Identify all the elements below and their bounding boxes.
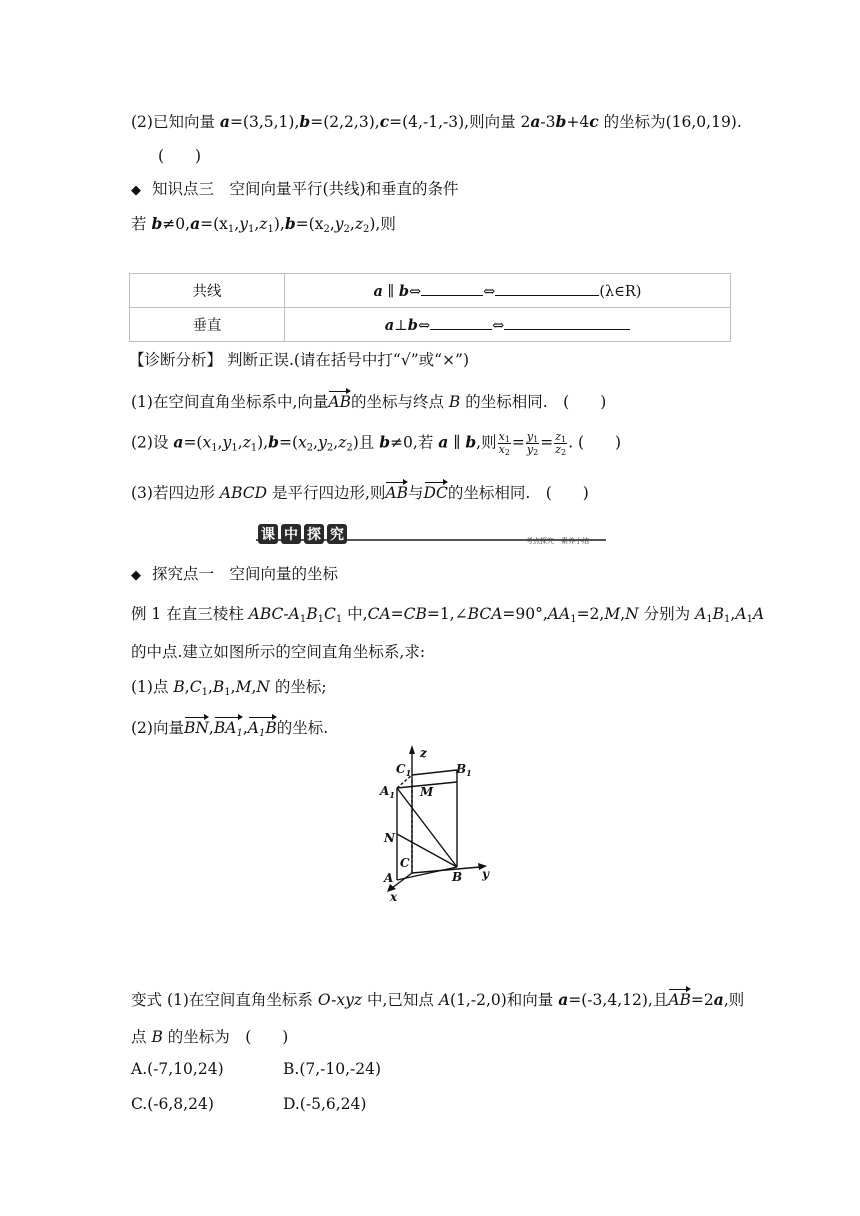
label-m: M <box>420 785 434 799</box>
fill-blank[interactable] <box>421 281 483 296</box>
table-cell-condition: a⊥b⇔ ⇔ <box>285 308 731 342</box>
banner-subtitle: 考点探究 素养小结 <box>526 537 589 545</box>
label-x: x <box>390 890 398 904</box>
diagnostic-item-3: (3)若四边形 ABCD 是平行四边形,则AB与DC的坐标相同. ( ) <box>131 481 589 503</box>
label-b: B <box>452 870 463 884</box>
example-1-question-2: (2)向量$BN,BA_1,A_1B$的坐标. <box>131 716 328 738</box>
label-y: y <box>482 867 489 881</box>
prism-figure <box>370 745 500 905</box>
banner-char: 究 <box>330 527 344 543</box>
label-c1: $C_1$ <box>396 762 412 778</box>
example-1-line-2: 的中点.建立如图所示的空间直角坐标系,求: <box>131 643 426 661</box>
banner-char: 探 <box>307 527 321 543</box>
fill-blank[interactable] <box>495 281 599 296</box>
example-1-question-1: (1)点 $B,C_1,B_1,M,N$ 的坐标; <box>131 678 327 698</box>
option-d[interactable]: D.(-5,6,24) <box>283 1095 367 1113</box>
fill-blank[interactable] <box>430 315 492 330</box>
table-cell-condition: a ∥ b⇔ ⇔ (λ∈R) <box>285 274 731 308</box>
label-a: A <box>384 871 394 885</box>
banner-char: 中 <box>284 527 298 543</box>
table-cell-label: 垂直 <box>130 308 285 342</box>
condition-line: 若 $b\ne 0,a=(x_1,y_1,z_1),b=(x_2,y_2,z_2)$,则 <box>131 214 396 235</box>
table-row-perpendicular <box>130 308 731 342</box>
label-c: C <box>400 856 410 870</box>
fill-blank[interactable] <box>504 315 630 330</box>
label-z: z <box>420 746 427 760</box>
knowledge-point-3-heading: ◆ 知识点三 空间向量平行(共线)和垂直的条件 <box>131 180 459 198</box>
condition-table <box>129 273 731 342</box>
section-banner <box>256 522 606 548</box>
option-b[interactable]: B.(7,-10,-24) <box>283 1060 382 1078</box>
banner-char: 课 <box>261 527 275 543</box>
table-cell-label: 共线 <box>130 274 285 308</box>
variation-line-2: 点 B 的坐标为 ( ) <box>131 1028 289 1046</box>
diagnostic-heading: 【诊断分析】 判断正误.(请在括号中打“√”或“×”) <box>129 351 470 369</box>
diamond-bullet-icon: ◆ <box>131 183 141 198</box>
variation-line-1: 变式 (1)在空间直角坐标系 O-xyz 中,已知点 A(1,-2,0)和向量 a=(-3,4,12),且AB=2a,则 <box>131 990 745 1009</box>
option-c[interactable]: C.(-6,8,24) <box>131 1095 214 1113</box>
label-a1: $A_1$ <box>380 784 395 800</box>
q2-answer-paren[interactable]: ( ) <box>158 147 202 165</box>
q2-line: (2)已知向量 a=(3,5,1),b=(2,2,3),c=(4,-1,-3),则向量 2a-3b+4c 的坐标为(16,0,19). <box>131 112 742 131</box>
example-1-line-1: 例 1 在直三棱柱 ABC-$A_1B_1C_1$ 中$,CA=CB=1,\angle BCA=90^\circ,AA_1=2,M,N$ 分别为 $A_1B_1,A_1A$ <box>131 605 765 625</box>
option-a[interactable]: A.(-7,10,24) <box>131 1060 224 1078</box>
label-b1: $B_1$ <box>456 762 472 778</box>
explore-point-1-heading: ◆ 探究点一 空间向量的坐标 <box>131 565 338 583</box>
diagnostic-item-1: (1)在空间直角坐标系中,向量AB的坐标与终点 B 的坐标相同. ( ) <box>131 390 606 412</box>
diagnostic-item-2: (2)设 $a=(x_1,y_1,z_1),b=(x_2,y_2,z_2)$且 b≠0,若 a ∥ b,则 $\frac{x_1}{x_2}$ = $\frac{y_1}{y_2}$ = $\frac{z_1}{z_2}$ . ( ) <box>131 430 622 457</box>
table-row-collinear <box>130 274 731 308</box>
label-n: N <box>384 831 395 845</box>
diamond-bullet-icon: ◆ <box>131 568 141 583</box>
